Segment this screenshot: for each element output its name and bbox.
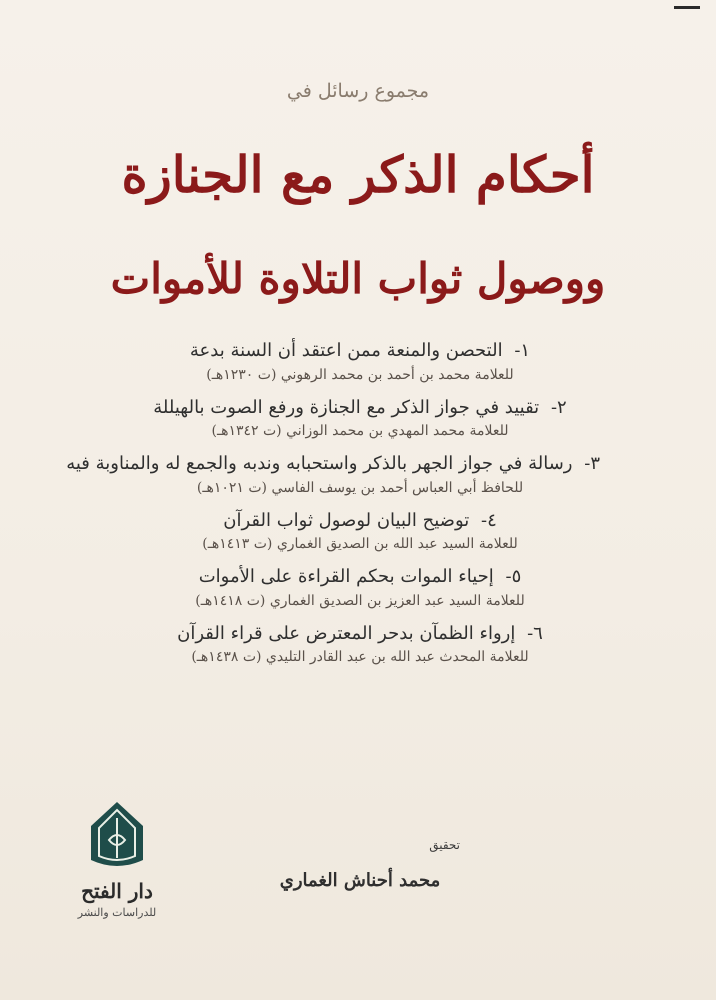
treatise-title: [120, 397, 600, 420]
publisher-logo-icon: [89, 800, 145, 874]
main-subtitle: ووصول ثواب التلاوة للأموات: [110, 254, 606, 303]
top-edge-mark: [674, 6, 700, 9]
treatise-title-text: رسالة في جواز الجهر بالذكر واستحبابه وندبه والجمع له والمناوبة فيه: [66, 453, 573, 474]
treatise-title-text: التحصن والمنعة ممن اعتقد أن السنة بدعة: [189, 340, 503, 361]
treatise-title: [120, 340, 600, 363]
treatise-item: [120, 623, 600, 666]
collection-title: مجموع رسائل في: [286, 80, 430, 102]
treatise-item: [120, 397, 600, 440]
treatise-number: ٥-: [505, 566, 522, 587]
treatise-number: ٤-: [481, 509, 497, 531]
treatise-author: للعلامة السيد عبد العزيز بن الصديق الغماري (ت ١٤١٨هـ): [195, 592, 525, 609]
publisher-name: دار الفتح: [81, 879, 153, 903]
treatise-list: [66, 340, 600, 679]
treatise-title: [120, 566, 600, 589]
treatise-item: [120, 340, 600, 383]
main-title: أحكام الذكر مع الجنازة: [121, 145, 595, 204]
publisher-subtitle: للدراسات والنشر: [77, 906, 157, 919]
treatise-title-text: إحياء الموات بحكم القراءة على الأموات: [198, 566, 494, 587]
treatise-title: [120, 623, 600, 646]
treatise-item: [120, 510, 600, 553]
treatise-title-text: تقييد في جواز الذكر مع الجنازة ورفع الصوت بالهيللة: [153, 396, 540, 418]
treatise-item: [66, 453, 600, 496]
treatise-title-text: توضيح البيان لوصول ثواب القرآن: [223, 509, 470, 531]
treatise-number: ١-: [514, 340, 531, 361]
treatise-author: للعلامة السيد عبد الله بن الصديق الغماري (ت ١٤١٣هـ): [202, 536, 518, 552]
treatise-number: ٦-: [527, 622, 543, 644]
editor-name: محمد أحناش الغماري: [279, 870, 441, 891]
publisher-logo-svg: [89, 800, 145, 874]
publisher-block: [62, 800, 172, 919]
treatise-author: للعلامة المحدث عبد الله بن عبد القادر التليدي (ت ١٤٣٨هـ): [191, 649, 529, 665]
treatise-title: [120, 510, 600, 533]
treatise-author: للعلامة محمد بن أحمد بن محمد الرهوني (ت ١٢٣٠هـ): [206, 366, 514, 383]
treatise-number: ٣-: [584, 453, 600, 474]
treatise-author: للعلامة محمد المهدي بن محمد الوزاني (ت ١٣٤٢هـ): [211, 423, 509, 439]
tahqiq-label: تحقيق: [429, 838, 460, 852]
treatise-number: ٢-: [550, 396, 567, 418]
treatise-title-text: إرواء الظمآن بدحر المعترض على قراء القرآن: [177, 622, 516, 644]
treatise-author: للحافظ أبي العباس أحمد بن يوسف الفاسي (ت ١٠٢١هـ): [196, 479, 524, 496]
treatise-item: [120, 566, 600, 609]
treatise-title: [66, 453, 600, 476]
